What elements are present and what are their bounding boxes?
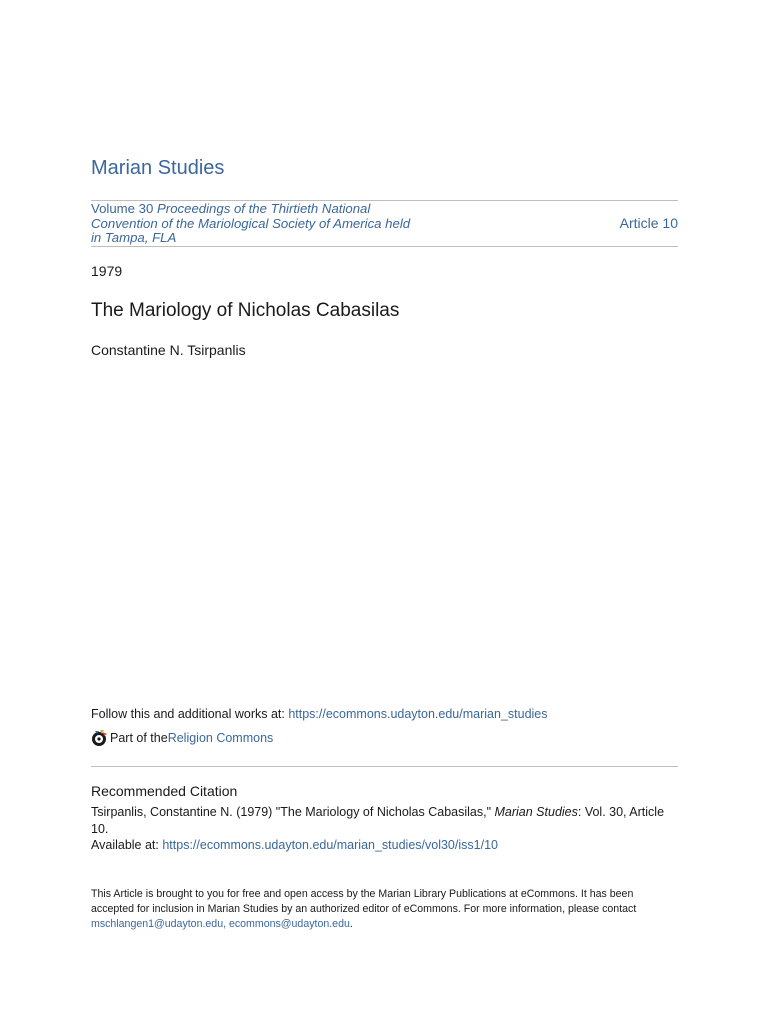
- article-number-link[interactable]: Article 10: [619, 215, 678, 231]
- available-url-link[interactable]: https://ecommons.udayton.edu/marian_studies/vol30/iss1/10: [162, 838, 498, 852]
- journal-title-link[interactable]: Marian Studies: [91, 157, 225, 179]
- religion-commons-link[interactable]: Religion Commons: [167, 731, 274, 745]
- citation-journal: Marian Studies: [494, 805, 578, 819]
- issue-info-link[interactable]: [91, 202, 411, 246]
- network-commons-icon: [91, 729, 107, 747]
- proceedings-title: Proceedings of the Thirtieth National Convention of the Mariological Society of America held in Tampa, FLA: [91, 201, 411, 245]
- part-of-line: [91, 729, 273, 747]
- article-title: The Mariology of Nicholas Cabasilas: [91, 300, 400, 321]
- publication-year: 1979: [91, 263, 123, 279]
- issue-info-box: [91, 202, 678, 246]
- citation-before: Tsirpanlis, Constantine N. (1979) "The Mariology of Nicholas Cabasilas,": [91, 805, 495, 819]
- citation-after: : Vol. 30, Article 10.: [91, 805, 665, 836]
- citation-text: [91, 804, 678, 837]
- follow-line: [91, 707, 548, 721]
- disclaimer-text: [91, 887, 678, 932]
- citation-divider: [91, 766, 678, 767]
- article-author: Constantine N. Tsirpanlis: [91, 342, 246, 358]
- disclaimer-body: This Article is brought to you for free and open access by the Marian Library Publications at eCommons. It has been accepted for inclusion in Marian Studies by an authorized editor of eCommons. For more information, please contact: [91, 888, 637, 915]
- disclaimer-end: .: [349, 918, 353, 930]
- bottom-divider: [91, 246, 678, 247]
- available-label: Available at:: [91, 838, 163, 852]
- follow-url-link[interactable]: https://ecommons.udayton.edu/marian_studies: [288, 707, 548, 721]
- follow-label: Follow this and additional works at:: [91, 707, 289, 721]
- volume-label: Volume 30: [91, 201, 154, 216]
- available-line: [91, 838, 498, 852]
- recommended-citation-heading: Recommended Citation: [91, 783, 238, 799]
- contact-emails-link[interactable]: mschlangen1@udayton.edu, ecommons@udayton.edu: [91, 918, 350, 930]
- part-of-label: Part of the: [110, 731, 168, 745]
